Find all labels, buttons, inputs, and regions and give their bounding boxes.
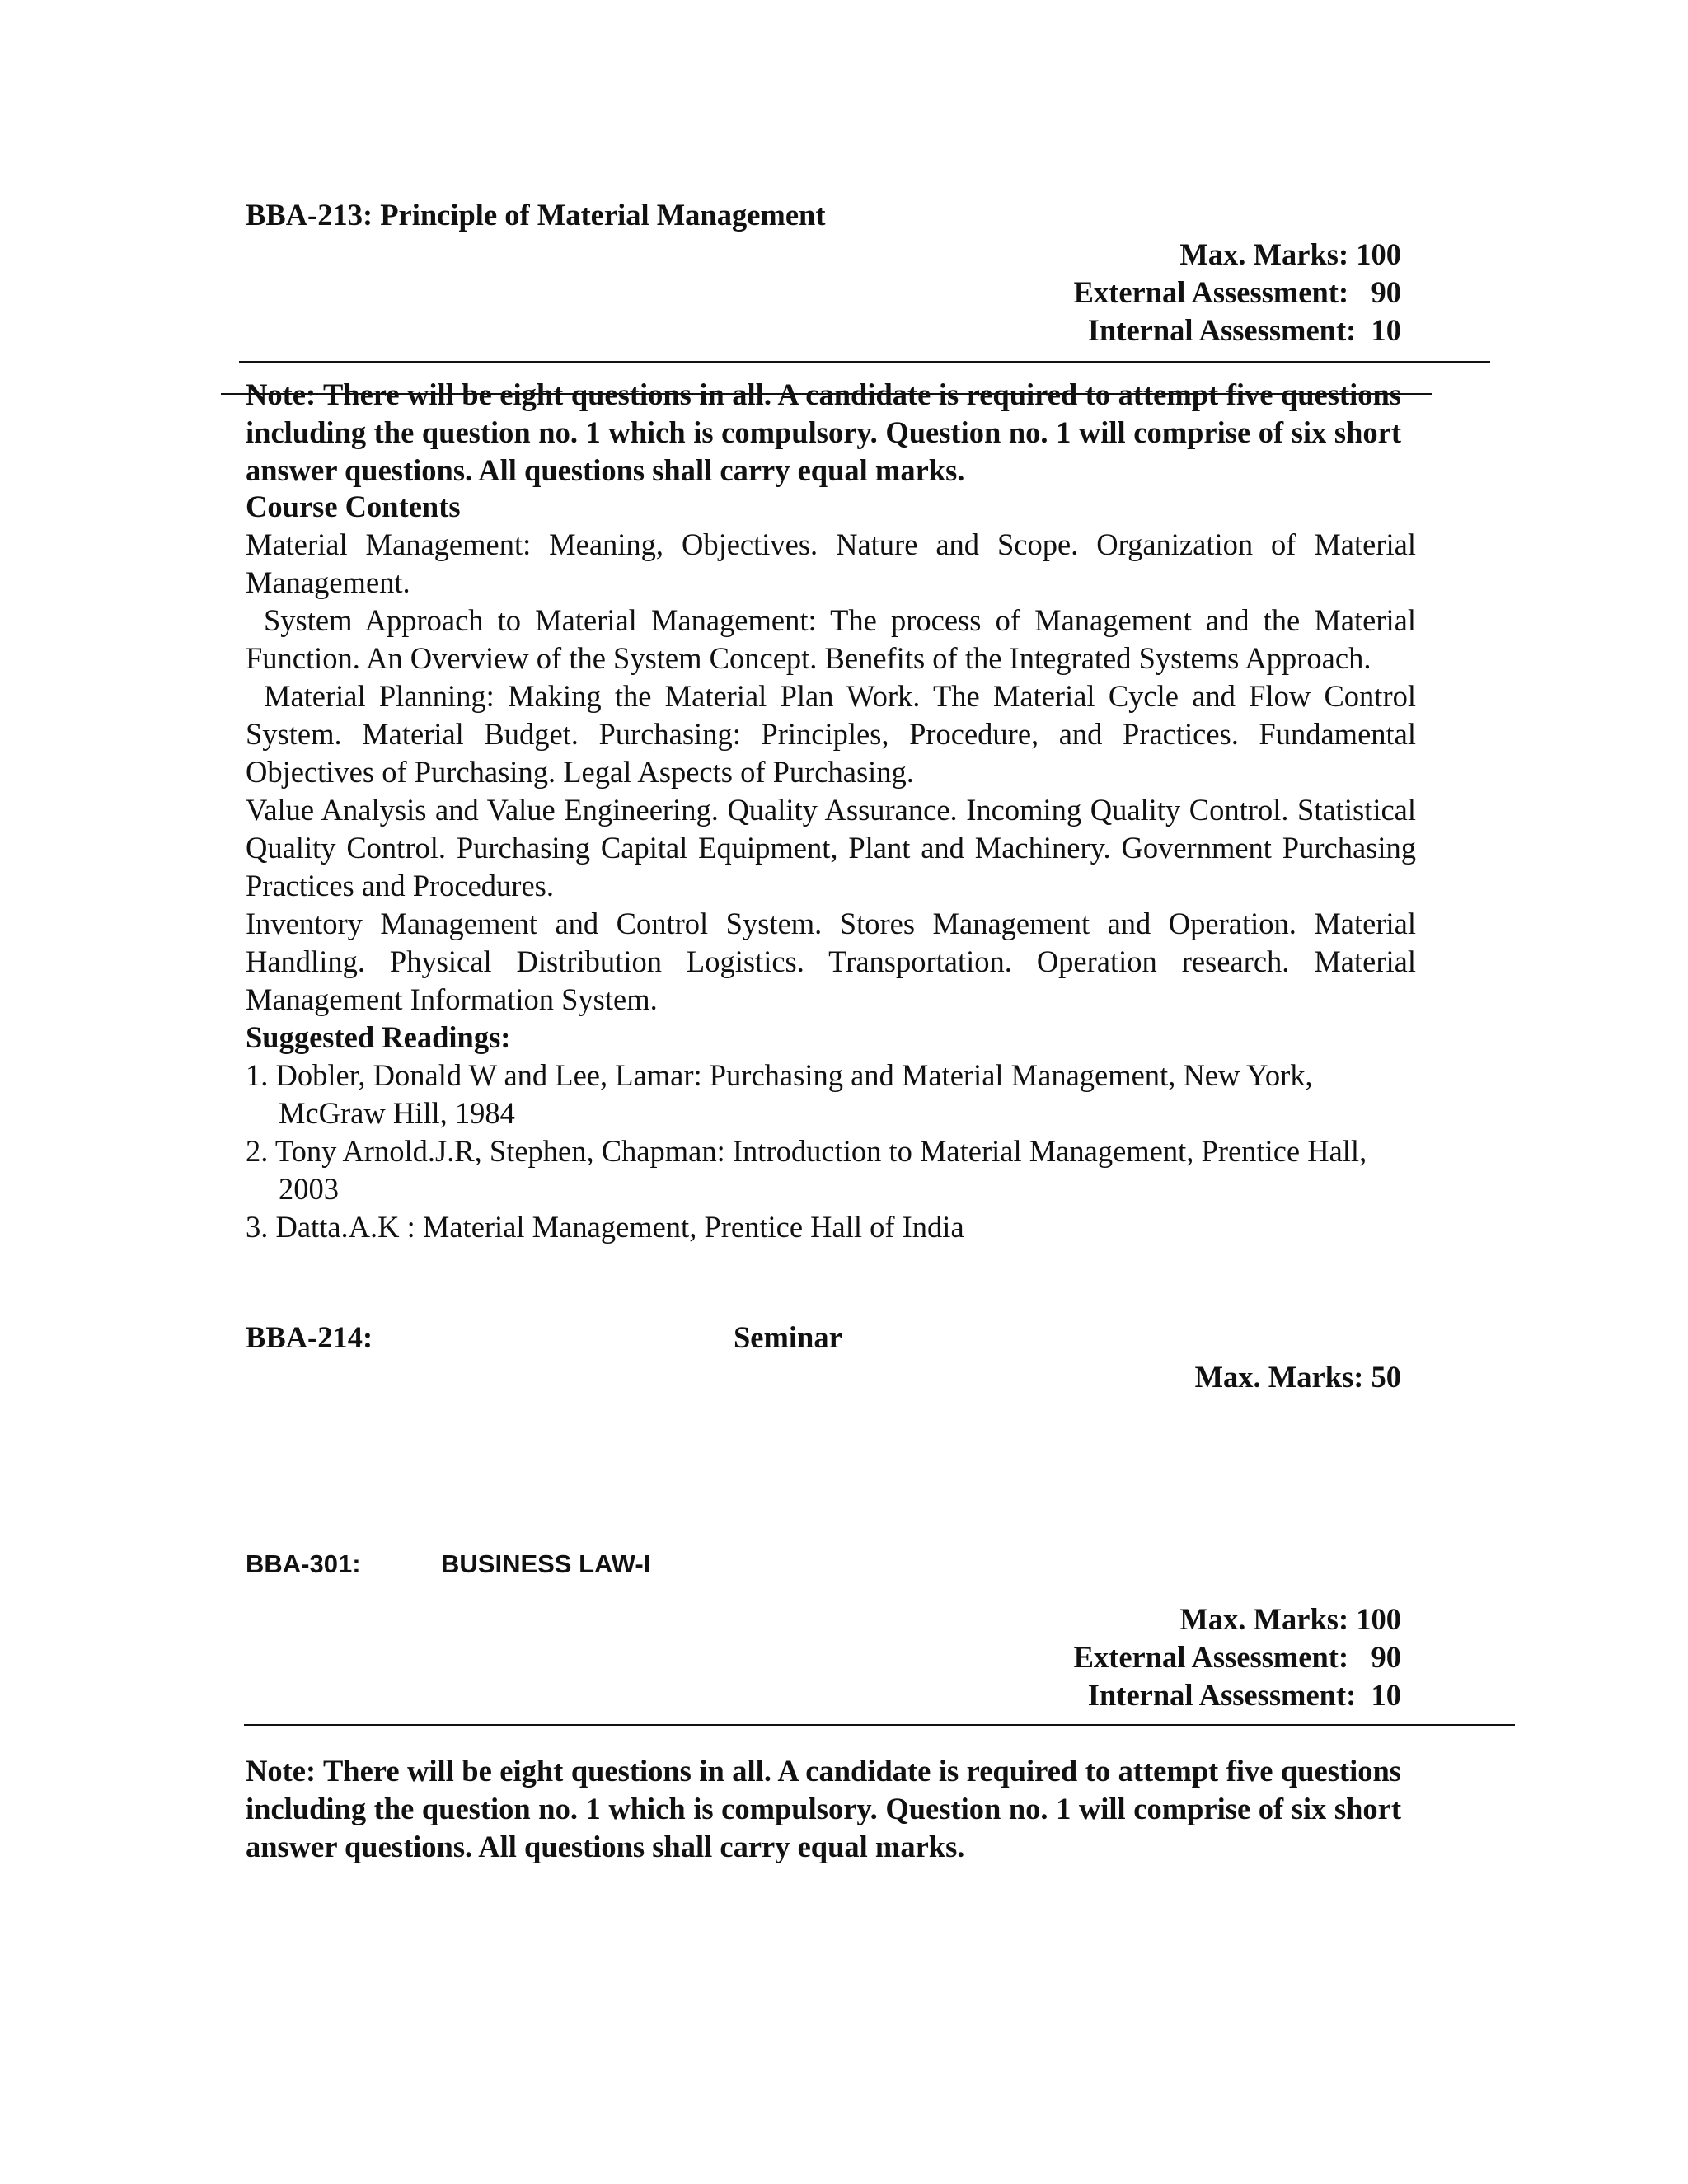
seminar-code: BBA-214: <box>246 1320 373 1354</box>
business-law-max-marks: Max. Marks: 100 <box>1179 1602 1401 1636</box>
content-paragraph: System Approach to Material Management: The process of Management and the Material Function. An Overview of the System Concept. Benefits of the Integrated Systems Approach. <box>246 603 1416 675</box>
course-title: BBA-213: Principle of Material Management <box>246 198 826 232</box>
content-paragraph: Material Planning: Making the Material Plan Work. The Material Cycle and Flow Control System. Material Budget. Purchasing: Principles, Procedure, and Practices. Fundamental Objectives of Purchasing. Legal Aspects of Purchasing. <box>246 679 1416 789</box>
business-law-exam-note: Note: There will be eight questions in all. A candidate is required to attempt five questions including the question no. 1 which is compulsory. Question no. 1 will comprise of six short answer questions. All questions shall carry equal marks. <box>246 1754 1401 1863</box>
business-law-code: BBA-301: <box>246 1549 361 1578</box>
seminar-title: Seminar <box>734 1320 842 1354</box>
divider-line <box>244 1724 1515 1726</box>
suggested-readings-heading: Suggested Readings: <box>246 1020 511 1054</box>
reading-item-continued: McGraw Hill, 1984 <box>279 1096 515 1130</box>
strikethrough-line <box>221 393 1432 395</box>
business-law-external-assessment: External Assessment: 90 <box>1073 1640 1401 1674</box>
seminar-max-marks: Max. Marks: 50 <box>1194 1360 1401 1394</box>
divider-line <box>239 361 1490 363</box>
content-paragraph: Value Analysis and Value Engineering. Quality Assurance. Incoming Quality Control. Statistical Quality Control. Purchasing Capital Equipment, Plant and Machinery. Government Purchasing Practices and Procedures. <box>246 793 1416 902</box>
internal-assessment: Internal Assessment: 10 <box>1087 313 1401 347</box>
exam-note: Note: There will be eight questions in all. A candidate is required to attempt five questions including the question no. 1 which is compulsory. Question no. 1 will comprise of six short answer questions. All questions shall carry equal marks. <box>246 377 1401 487</box>
business-law-title: BUSINESS LAW-I <box>441 1549 651 1578</box>
external-assessment: External Assessment: 90 <box>1073 275 1401 309</box>
reading-item: 1. Dobler, Donald W and Lee, Lamar: Purchasing and Material Management, New York, <box>246 1058 1313 1092</box>
reading-item-continued: 2003 <box>279 1172 339 1206</box>
content-paragraph: Material Management: Meaning, Objectives. Nature and Scope. Organization of Material Management. <box>246 527 1416 599</box>
reading-item: 3. Datta.A.K : Material Management, Prentice Hall of India <box>246 1210 964 1244</box>
course-contents-heading: Course Contents <box>246 490 461 523</box>
business-law-internal-assessment: Internal Assessment: 10 <box>1087 1678 1401 1712</box>
course-contents <box>246 488 1416 1246</box>
max-marks: Max. Marks: 100 <box>1179 237 1401 271</box>
reading-item: 2. Tony Arnold.J.R, Stephen, Chapman: Introduction to Material Management, Prentice Hall, <box>246 1134 1367 1168</box>
content-paragraph: Inventory Management and Control System. Stores Management and Operation. Material Handling. Physical Distribution Logistics. Transportation. Operation research. Material Management Information System. <box>246 907 1416 1016</box>
